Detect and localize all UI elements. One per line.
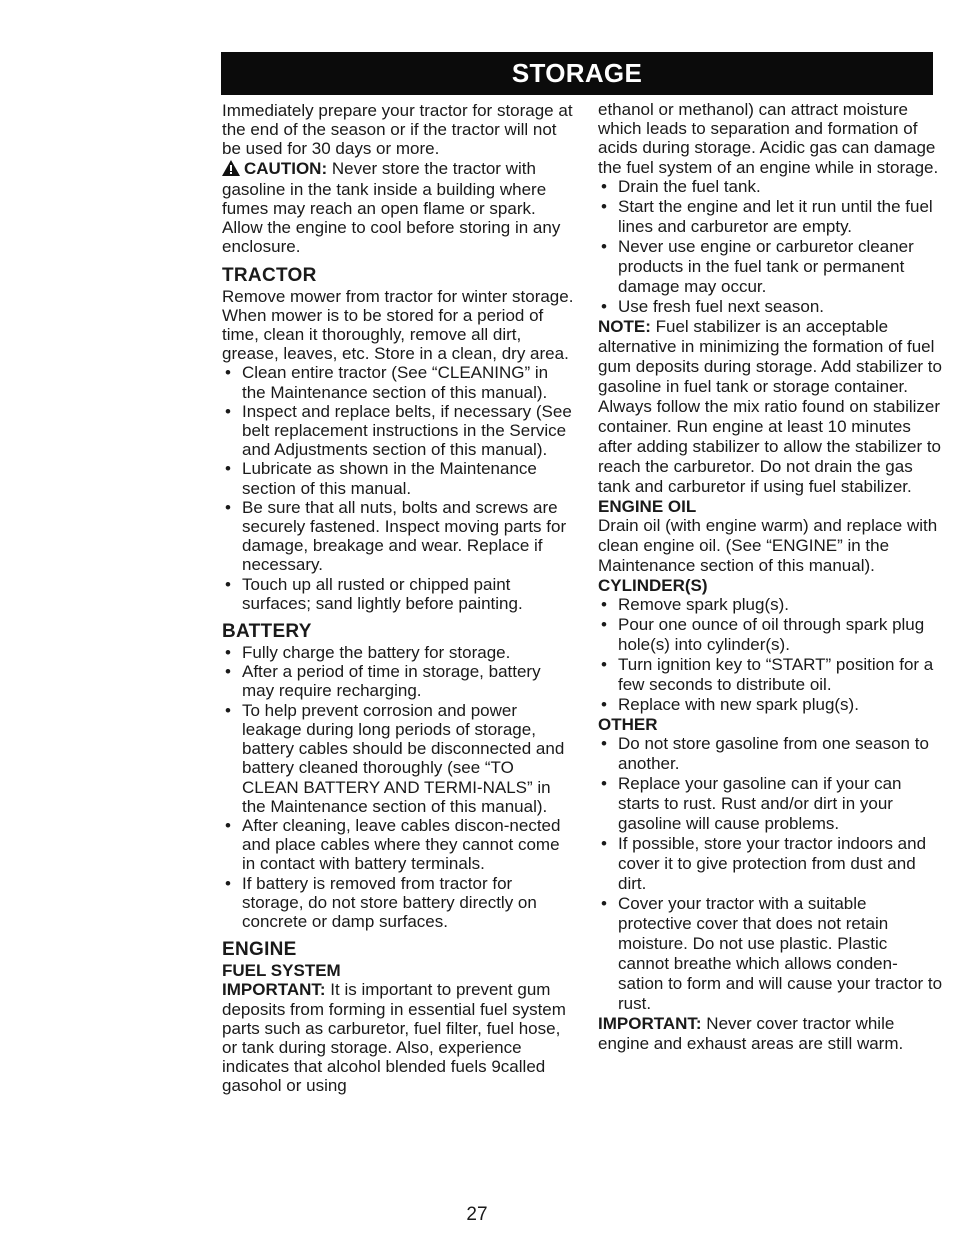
right-column: [598, 100, 943, 1054]
list-item: • To help prevent corrosion and power leakage during long periods of storage, battery cables should be disconnected and battery cleaned thoroughly (see “TO CLEAN BATTERY AND TERMI-NALS” in the Maintenance section of this manual).: [222, 701, 574, 816]
list-item: • Fully charge the battery for storage.: [222, 643, 574, 662]
important-label: IMPORTANT:: [222, 980, 326, 1000]
list-item: • Drain the fuel tank.: [598, 177, 943, 197]
cylinder-heading: CYLINDER(S): [598, 576, 708, 596]
note-label: NOTE:: [598, 316, 651, 336]
list-item: • Turn ignition key to “START” position for a few seconds to distribute oil.: [598, 655, 943, 695]
list-item: • Use fresh fuel next season.: [598, 297, 943, 317]
tractor-heading: TRACTOR: [222, 264, 317, 286]
list-item: • If battery is removed from tractor for storage, do not store battery directly on concrete or damp surfaces.: [222, 874, 574, 932]
list-item: • Do not store gasoline from one season to another.: [598, 734, 943, 774]
note-paragraph: [598, 317, 943, 497]
list-item: • Cover your tractor with a suitable protective cover that does not retain moisture. Do not use plastic. Plastic cannot breathe which allows conden-sation to form and will cause your tractor to rust.: [598, 894, 943, 1014]
other-list: [598, 734, 943, 1014]
fuel-important-paragraph: [222, 980, 574, 1095]
list-item: • Never use engine or carburetor cleaner products in the fuel tank or permanent damage may occur.: [598, 237, 943, 297]
warning-triangle-icon: [222, 160, 240, 180]
cylinder-list: [598, 595, 943, 715]
list-item: • Start the engine and let it run until the fuel lines and carburetor are empty.: [598, 197, 943, 237]
engine-oil-heading: ENGINE OIL: [598, 496, 697, 516]
list-item: • Touch up all rusted or chipped paint surfaces; sand lightly before painting.: [222, 575, 574, 613]
page-number: 27: [466, 1204, 488, 1225]
important-label: IMPORTANT:: [598, 1014, 702, 1034]
list-item: • Lubricate as shown in the Maintenance section of this manual.: [222, 459, 574, 497]
section-title-banner: [221, 52, 933, 95]
list-item: • Inspect and replace belts, if necessary (See belt replacement instructions in the Service and Adjustments section of this manual).: [222, 402, 574, 460]
other-heading: OTHER: [598, 715, 658, 735]
fuel-list: [598, 177, 943, 317]
left-column: [222, 101, 574, 1096]
fuel-system-heading: FUEL SYSTEM: [222, 961, 341, 981]
caution-label: CAUTION:: [244, 158, 328, 178]
list-item: • Be sure that all nuts, bolts and screws are securely fastened. Inspect moving parts for damage, breakage and wear. Replace if necessary.: [222, 498, 574, 575]
battery-heading: BATTERY: [222, 621, 312, 643]
list-item: • After a period of time in storage, battery may require recharging.: [222, 662, 574, 700]
list-item: • Replace your gasoline can if your can starts to rust. Rust and/or dirt in your gasoline will cause problems.: [598, 774, 943, 834]
list-item: • After cleaning, leave cables discon-nected and place cables where they cannot come in contact with battery terminals.: [222, 816, 574, 874]
list-item: • Clean entire tractor (See “CLEANING” in the Maintenance section of this manual).: [222, 363, 574, 401]
list-item: • Pour one ounce of oil through spark plug hole(s) into cylinder(s).: [598, 615, 943, 655]
fuel-important-text: It is important to prevent gum deposits from forming in essential fuel system parts such as carburetor, fuel filter, fuel hose, or tank during storage. Also, experience indicates that alcohol blended fuels 9called gasohol or using: [222, 980, 566, 1096]
engine-heading: ENGINE: [222, 939, 297, 961]
list-item: • If possible, store your tractor indoors and cover it to give protection from dust and dirt.: [598, 834, 943, 894]
tractor-intro: Remove mower from tractor for winter storage. When mower is to be stored for a period of time, clean it thoroughly, remove all dirt, grease, leaves, etc. Store in a clean, dry area.: [222, 286, 574, 364]
caution-paragraph: [222, 159, 574, 257]
important-text: Never cover tractor while engine and exhaust areas are still warm.: [598, 1014, 904, 1054]
battery-list: [222, 643, 574, 931]
tractor-list: [222, 363, 574, 613]
intro-paragraph: Immediately prepare your tractor for storage at the end of the season or if the tractor will not be used for 30 days or more.: [222, 101, 573, 159]
list-item: • Replace with new spark plug(s).: [598, 695, 943, 715]
section-title: STORAGE: [511, 58, 643, 88]
important-paragraph: [598, 1014, 943, 1054]
engine-oil-paragraph: Drain oil (with engine warm) and replace with clean engine oil. (See “ENGINE” in the Maintenance section of this manual).: [598, 516, 938, 576]
fuel-continued-paragraph: ethanol or methanol) can attract moisture which leads to separation and formation of acids during storage. Acidic gas can damage the fuel system of an engine while in storage.: [598, 100, 939, 177]
note-text: Fuel stabilizer is an acceptable alternative in minimizing the formation of fuel gum deposits during storage. Add stabilizer to gasoline in fuel tank or storage container. Always follow the mix ratio found on stabilizer container. Run engine at least 10 minutes after adding stabilizer to allow the stabilizer to reach the carburetor. Do not drain the gas tank and carburetor if using fuel stabilizer.: [598, 316, 942, 496]
caution-text: Never store the tractor with gasoline in the tank inside a building where fumes may reach an open flame or spark. Allow the engine to cool before storing in any enclosure.: [222, 158, 561, 257]
list-item: • Remove spark plug(s).: [598, 595, 943, 615]
